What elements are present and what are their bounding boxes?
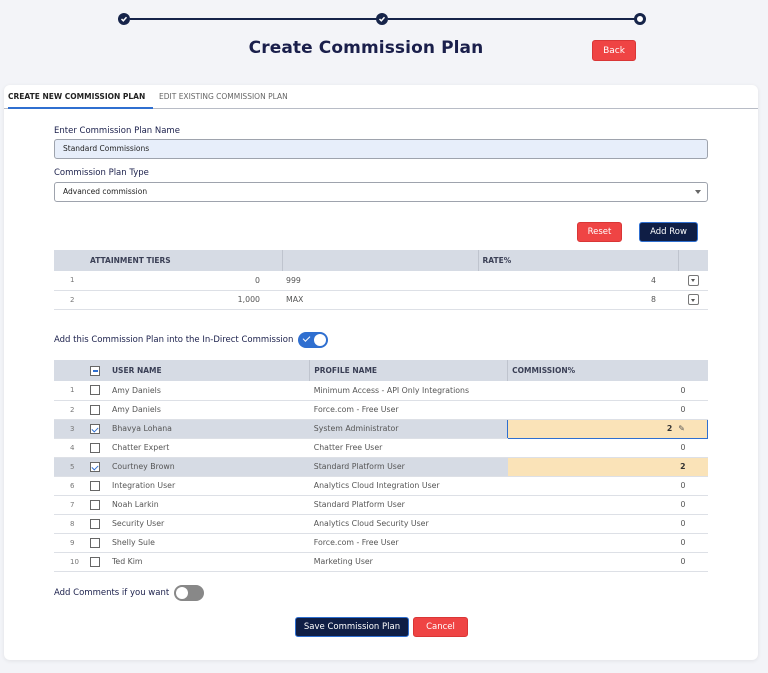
user-row-selected: [54, 457, 708, 476]
profile-name: Analytics Cloud Security User: [310, 514, 508, 533]
comments-label: Add Comments if you want: [54, 588, 170, 598]
tier-to[interactable]: 999: [282, 271, 478, 290]
row-number: 3: [54, 419, 90, 438]
commission-cell[interactable]: 0: [508, 495, 708, 514]
user-row: [54, 476, 708, 495]
row-number: 10: [54, 552, 90, 571]
user-row-selected: [54, 419, 708, 438]
commission-cell[interactable]: 0: [508, 514, 708, 533]
tab-create-new[interactable]: CREATE NEW COMMISSION PLAN: [8, 85, 153, 109]
header-cell: [678, 250, 708, 271]
header-attainment-tiers: ATTAINMENT TIERS: [90, 250, 282, 271]
user-row: [54, 438, 708, 457]
header-commission: COMMISSION%: [508, 360, 708, 381]
commission-cell-editing[interactable]: [508, 419, 708, 438]
back-button[interactable]: Back: [592, 40, 636, 61]
header-cell: [282, 250, 478, 271]
page-title: Create Commission Plan: [248, 38, 484, 58]
comments-row: [54, 585, 204, 601]
check-icon: [303, 334, 311, 342]
plan-name-input[interactable]: Standard Commissions: [54, 139, 708, 159]
pencil-edit-icon[interactable]: ✎: [678, 424, 685, 433]
profile-name: Force.com - Free User: [310, 533, 508, 552]
profile-name: Marketing User: [310, 552, 508, 571]
user-name: Courtney Brown: [110, 457, 310, 476]
toggle-knob: [314, 334, 326, 346]
row-checkbox[interactable]: [90, 385, 100, 395]
row-number: 1: [54, 381, 90, 400]
user-row: [54, 533, 708, 552]
row-checkbox-checked[interactable]: [90, 462, 100, 472]
header-select-all: [90, 360, 110, 381]
profile-name: Standard Platform User: [310, 495, 508, 514]
tab-edit-existing[interactable]: EDIT EXISTING COMMISSION PLAN: [159, 92, 288, 101]
stepper-line: [130, 18, 378, 20]
save-commission-plan-button[interactable]: Save Commission Plan: [295, 617, 409, 637]
chevron-down-icon: [695, 190, 701, 194]
row-number: 4: [54, 438, 90, 457]
user-name: Shelly Sule: [110, 533, 310, 552]
row-number: 2: [54, 400, 90, 419]
progress-stepper: [118, 12, 648, 26]
header-cell: [54, 360, 90, 381]
row-menu-dropdown-icon[interactable]: [688, 294, 699, 305]
profile-name: Standard Platform User: [310, 457, 508, 476]
user-name: Amy Daniels: [110, 381, 310, 400]
user-row: [54, 495, 708, 514]
stepper-line: [388, 18, 636, 20]
row-number: 9: [54, 533, 90, 552]
header-rate: RATE%: [478, 250, 678, 271]
row-number: 6: [54, 476, 90, 495]
row-number: 7: [54, 495, 90, 514]
plan-type-select[interactable]: [54, 182, 708, 202]
tier-rate[interactable]: 4: [478, 271, 678, 290]
commission-cell[interactable]: 0: [508, 438, 708, 457]
row-checkbox[interactable]: [90, 481, 100, 491]
user-name: Amy Daniels: [110, 400, 310, 419]
plan-name-label: Enter Commission Plan Name: [54, 126, 180, 136]
row-number: 5: [54, 457, 90, 476]
comments-toggle[interactable]: [174, 585, 204, 601]
attainment-tiers-table: [54, 250, 708, 310]
row-checkbox[interactable]: [90, 557, 100, 567]
step-complete-check-icon: [376, 13, 388, 25]
row-menu-dropdown-icon[interactable]: [688, 275, 699, 286]
row-number: 2: [54, 290, 90, 309]
commission-value: 2: [666, 424, 673, 433]
profile-name: Force.com - Free User: [310, 400, 508, 419]
commission-cell[interactable]: 0: [508, 400, 708, 419]
row-checkbox-checked[interactable]: [90, 424, 100, 434]
tier-to[interactable]: MAX: [282, 290, 478, 309]
user-row: [54, 400, 708, 419]
row-checkbox[interactable]: [90, 519, 100, 529]
row-checkbox[interactable]: [90, 538, 100, 548]
commission-plan-card: [4, 85, 758, 660]
toggle-knob: [176, 587, 188, 599]
tier-from[interactable]: 1,000: [90, 290, 282, 309]
commission-cell[interactable]: 0: [508, 552, 708, 571]
plan-type-label: Commission Plan Type: [54, 168, 149, 178]
user-name: Chatter Expert: [110, 438, 310, 457]
step-complete-check-icon: [118, 13, 130, 25]
add-row-button[interactable]: Add Row: [639, 222, 698, 242]
plan-type-value: Advanced commission: [63, 187, 148, 196]
tab-bar: [4, 85, 758, 109]
commission-cell[interactable]: 0: [508, 533, 708, 552]
user-name: Noah Larkin: [110, 495, 310, 514]
commission-cell[interactable]: 0: [508, 381, 708, 400]
row-number: 1: [54, 271, 90, 290]
user-name: Security User: [110, 514, 310, 533]
commission-cell[interactable]: 2: [508, 457, 708, 476]
profile-name: Chatter Free User: [310, 438, 508, 457]
header-profile-name: PROFILE NAME: [310, 360, 508, 381]
row-checkbox[interactable]: [90, 443, 100, 453]
indirect-commission-row: [54, 332, 328, 348]
user-row: [54, 381, 708, 400]
users-table: [54, 360, 708, 572]
select-all-checkbox[interactable]: [90, 366, 100, 376]
tier-rate[interactable]: 8: [478, 290, 678, 309]
tier-row: [54, 290, 708, 309]
cancel-button[interactable]: Cancel: [413, 617, 468, 637]
user-name: Integration User: [110, 476, 310, 495]
indirect-commission-toggle[interactable]: [298, 332, 328, 348]
profile-name: System Administrator: [310, 419, 508, 438]
step-current-circle-icon: [634, 13, 646, 25]
row-number: 8: [54, 514, 90, 533]
indirect-commission-label: Add this Commission Plan into the In-Direct Commission: [54, 335, 294, 345]
profile-name: Analytics Cloud Integration User: [310, 476, 508, 495]
header-cell: [54, 250, 90, 271]
row-checkbox[interactable]: [90, 500, 100, 510]
commission-cell[interactable]: 0: [508, 476, 708, 495]
user-row: [54, 552, 708, 571]
tier-from[interactable]: 0: [90, 271, 282, 290]
user-name: Bhavya Lohana: [110, 419, 310, 438]
profile-name: Minimum Access - API Only Integrations: [310, 381, 508, 400]
row-checkbox[interactable]: [90, 405, 100, 415]
header-user-name: USER NAME: [110, 360, 310, 381]
user-row: [54, 514, 708, 533]
tier-row: [54, 271, 708, 290]
reset-button[interactable]: Reset: [577, 222, 622, 242]
user-name: Ted Kim: [110, 552, 310, 571]
